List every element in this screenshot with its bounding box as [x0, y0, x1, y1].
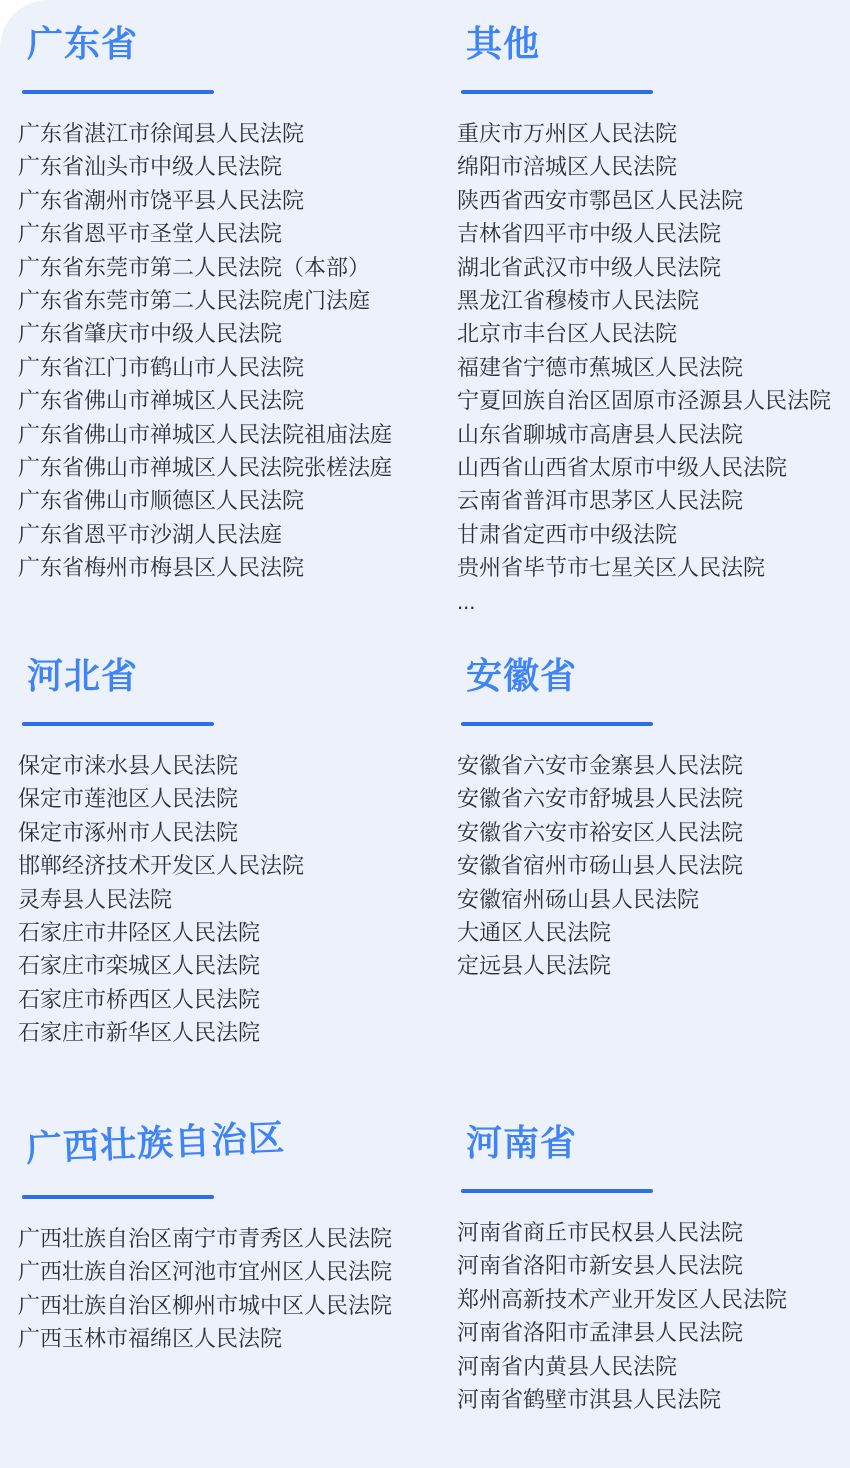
court-list-item: 贵州省毕节市七星关区人民法院 [457, 555, 766, 581]
court-list [18, 749, 439, 1050]
court-list [457, 1216, 850, 1416]
court-list-item: 安徽省宿州市砀山县人民法院 [457, 853, 744, 879]
court-list-item: 保定市涿州市人民法院 [18, 819, 239, 845]
court-list-item: 广东省梅州市梅县区人民法院 [18, 555, 305, 581]
section-guangxi [0, 1099, 439, 1416]
court-list-item: 河南省商丘市民权县人民法院 [457, 1220, 744, 1245]
court-list-item: 广东省东莞市第二人民法院虎门法庭 [18, 288, 371, 314]
court-list-item: 广东省佛山市禅城区人民法院张槎法庭 [18, 455, 393, 481]
court-list-item: 河南省洛阳市孟津县人民法院 [457, 1320, 744, 1346]
section-title: 其他 [466, 23, 541, 64]
court-list-item: 云南省普洱市思茅区人民法院 [457, 488, 744, 514]
court-list-item: 灵寿县人民法院 [18, 886, 173, 912]
court-list-item: 石家庄市栾城区人民法院 [18, 953, 261, 979]
court-list-item: 广西壮族自治区河池市宜州区人民法院 [18, 1259, 393, 1285]
court-list-item: 宁夏回族自治区固原市泾源县人民法院 [457, 388, 832, 414]
court-list-item: 山东省聊城市高唐县人民法院 [457, 421, 744, 447]
section-hebei [0, 632, 439, 1099]
court-list-item: 广东省佛山市顺德区人民法院 [18, 488, 305, 514]
court-list-item: 石家庄市井陉区人民法院 [18, 920, 261, 946]
section-underline [22, 722, 214, 726]
section-title: 安徽省 [466, 655, 578, 696]
court-list-item: 河南省内黄县人民法院 [457, 1353, 678, 1379]
court-list-item: 北京市丰台区人民法院 [457, 321, 678, 347]
court-list-item: 甘肃省定西市中级法院 [457, 521, 678, 547]
court-list-item: 河南省鹤壁市淇县人民法院 [457, 1387, 722, 1413]
court-list-item: 山西省山西省太原市中级人民法院 [457, 455, 788, 481]
section-underline [22, 1195, 214, 1199]
court-list-item: 湖北省武汉市中级人民法院 [457, 254, 722, 280]
court-list-item: 陕西省西安市鄠邑区人民法院 [457, 187, 744, 213]
court-list-item: 广东省恩平市圣堂人民法院 [18, 221, 283, 247]
section-other [439, 0, 850, 632]
court-list-item: 广东省佛山市禅城区人民法院祖庙法庭 [18, 421, 393, 447]
court-list-item: 广东省湛江市徐闻县人民法院 [18, 121, 305, 146]
court-list-item: 广东省恩平市沙湖人民法庭 [18, 521, 283, 547]
section-title: 广东省 [27, 23, 139, 64]
court-list-item: 广西壮族自治区南宁市青秀区人民法院 [18, 1226, 393, 1251]
court-list-item: 保定市莲池区人民法院 [18, 786, 239, 812]
court-list [18, 1222, 439, 1356]
court-list-item: 安徽省六安市金寨县人民法院 [457, 753, 744, 778]
court-list-item: 石家庄市新华区人民法院 [18, 1020, 261, 1046]
court-list-item: 安徽省六安市舒城县人民法院 [457, 786, 744, 812]
court-list-item: 广东省江门市鹤山市人民法院 [18, 354, 305, 380]
court-list-item: 广西壮族自治区柳州市城中区人民法院 [18, 1292, 393, 1318]
court-list-item: 邯郸经济技术开发区人民法院 [18, 853, 305, 879]
court-list-item: ... [457, 588, 476, 614]
section-guangdong [0, 0, 439, 632]
court-list-item: 河南省洛阳市新安县人民法院 [457, 1253, 744, 1279]
court-list-item: 广东省东莞市第二人民法院（本部） [18, 254, 371, 280]
section-title: 河北省 [27, 655, 139, 696]
court-list-item: 广东省肇庆市中级人民法院 [18, 321, 283, 347]
section-underline [22, 90, 214, 94]
court-list-item: 大通区人民法院 [457, 920, 612, 946]
court-list-item: 黑龙江省穆棱市人民法院 [457, 288, 700, 314]
court-list-item: 保定市涞水县人民法院 [18, 753, 239, 778]
section-underline [461, 90, 653, 94]
court-list-item: 广西玉林市福绵区人民法院 [18, 1326, 283, 1352]
court-list-item: 石家庄市桥西区人民法院 [18, 986, 261, 1012]
court-list-item: 广东省汕头市中级人民法院 [18, 154, 283, 180]
court-list-item: 定远县人民法院 [457, 953, 612, 979]
court-list [457, 117, 850, 618]
section-underline [461, 1189, 653, 1193]
court-list-item: 安徽宿州砀山县人民法院 [457, 886, 700, 912]
court-list-item: 广东省佛山市禅城区人民法院 [18, 388, 305, 414]
court-list-item: 郑州高新技术产业开发区人民法院 [457, 1286, 788, 1312]
court-list [457, 749, 850, 983]
section-henan [439, 1099, 850, 1416]
section-title: 广西壮族自治区 [25, 1116, 286, 1169]
court-list-item: 广东省潮州市饶平县人民法院 [18, 187, 305, 213]
court-list-item: 重庆市万州区人民法院 [457, 121, 678, 146]
section-anhui [439, 632, 850, 1099]
court-list-item: 福建省宁德市蕉城区人民法院 [457, 354, 744, 380]
court-list-item: 安徽省六安市裕安区人民法院 [457, 819, 744, 845]
court-list [18, 117, 439, 585]
court-list-item: 吉林省四平市中级人民法院 [457, 221, 722, 247]
section-underline [461, 722, 653, 726]
court-list-item: 绵阳市涪城区人民法院 [457, 154, 678, 180]
section-title: 河南省 [466, 1122, 578, 1163]
